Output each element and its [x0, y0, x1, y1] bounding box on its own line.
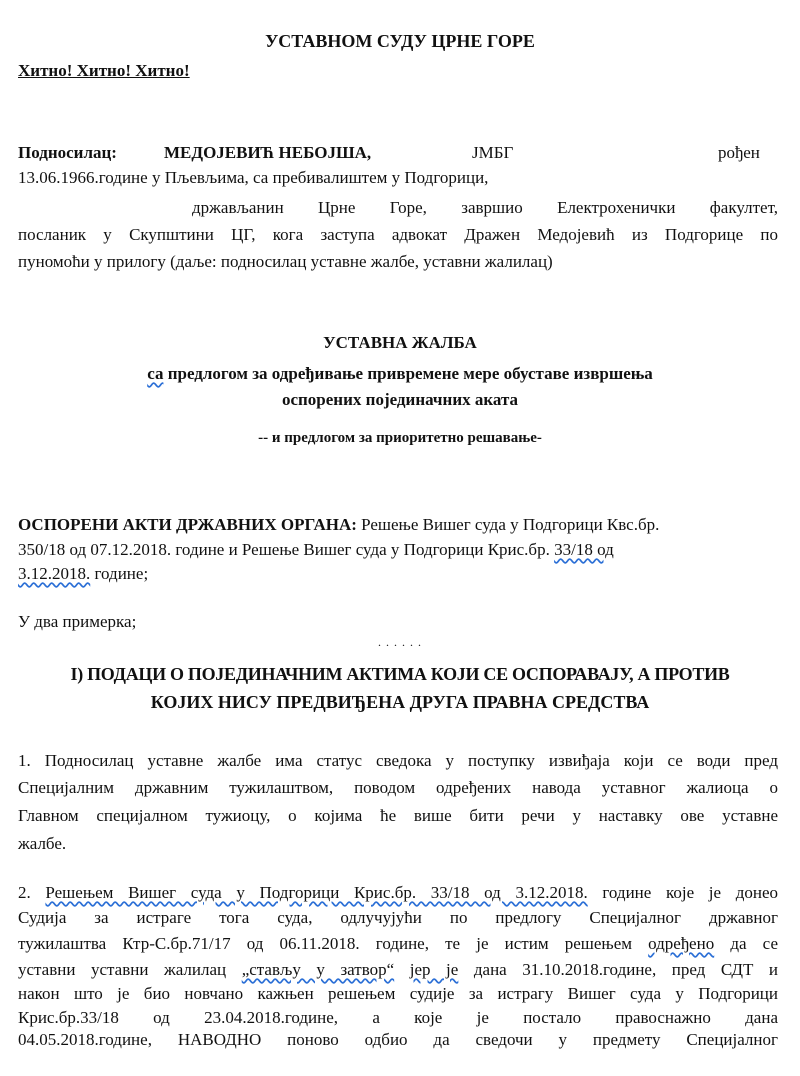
- paragraph-2-line-4: [18, 960, 778, 980]
- para2-quote: „стављу у затвор“: [241, 960, 395, 979]
- applicant-line-5: пуномоћи у прилогу (даље: подносилац уставне жалбе, уставни жалилац): [18, 252, 553, 271]
- applicant-line-4: посланик у Скупштини ЦГ, кога заступа адвокат Дражен Медојевић из Подгорице по: [18, 225, 778, 244]
- para2-text: [394, 960, 410, 979]
- paragraph-2-line-2: Судија за истраге тога суда, одлучујући по предлогу Специјалног државног: [18, 908, 778, 927]
- copies-note: У два примерка;: [18, 612, 137, 631]
- para2-text: 2.: [18, 883, 46, 902]
- section-1-heading-line-1: I) ПОДАЦИ О ПОЈЕДИНАЧНИМ АКТИМА КОЈИ СЕ ОСПОРАВАЈУ, А ПРОТИВ: [70, 664, 730, 684]
- para2-marked-word: одређено: [648, 934, 715, 953]
- para2-text: тужилаштва Ктр-С.бр.71/17 од 06.11.2018. године, те је истим решењем: [18, 934, 649, 953]
- contested-acts-line-3: [18, 564, 148, 584]
- contested-acts-text: године;: [90, 564, 149, 583]
- para2-marked-word: јер је: [409, 960, 459, 979]
- contested-acts-ref: 33/18 од: [554, 540, 614, 559]
- contested-acts-text: 350/18 од 07.12.2018. године и Решење Вишег суда у Подгорици Крис.бр.: [18, 540, 555, 559]
- applicant-label: Подносилац:: [18, 143, 117, 162]
- complaint-subtitle-1: [0, 364, 800, 384]
- contested-acts-line-2: [18, 540, 614, 560]
- para2-text: дана 31.10.2018.године, пред СДТ и: [458, 960, 778, 979]
- paragraph-2-line-1: [18, 883, 778, 903]
- applicant-born-label: рођен: [718, 143, 760, 162]
- applicant-line-2: 13.06.1966.године у Пљевљима, са пребивалиштем у Подгорици,: [18, 168, 489, 187]
- paragraph-2-line-7: 04.05.2018.године, НАВОДНО поново одбио да сведочи у предмету Специјалног: [18, 1030, 778, 1049]
- contested-acts-date: 3.12.2018.: [18, 564, 91, 583]
- contested-acts-label: ОСПОРЕНИ АКТИ ДРЖАВНИХ ОРГАНА:: [18, 515, 357, 534]
- applicant-jmbg-label: ЈМБГ: [472, 143, 514, 162]
- paragraph-2-line-6: Крис.бр.33/18 од 23.04.2018.године, а које је постало правоснажно дана: [18, 1008, 778, 1027]
- paragraph-2-line-5: након што је био новчано кажњен решењем судије за истрагу Вишег суда у Подгорици: [18, 984, 778, 1003]
- paragraph-1-line-4: жалбе.: [18, 834, 67, 853]
- para2-ruling-ref: Решењем Вишег суда у Подгорици Крис.бр. 33/18 од 3.12.2018.: [45, 883, 588, 902]
- complaint-subtitle-3: -- и предлогом за приоритетно решавање-: [258, 430, 542, 446]
- subtitle-prefix: са: [147, 364, 164, 383]
- para2-text: да се: [714, 934, 778, 953]
- applicant-line-3: држављанин Црне Горе, завршио Електрохенички факултет,: [192, 198, 778, 217]
- paragraph-1-line-2: Специјалним државним тужилаштвом, поводом одређених навода уставног жалиоца о: [18, 778, 778, 797]
- separator-dots: . . . . . .: [378, 635, 422, 649]
- complaint-title: УСТАВНА ЖАЛБА: [323, 333, 477, 352]
- contested-acts-text: Решење Вишег суда у Подгорици Квс.бр.: [356, 515, 660, 534]
- complaint-subtitle-2: оспорених појединачних аката: [281, 390, 519, 409]
- subtitle-rest: предлогом за одређивање привремене мере обуставе извршења: [163, 364, 653, 383]
- paragraph-1-line-3: Главном специјалном тужиоцу, о којима ће више бити речи у наставку ове уставне: [18, 806, 778, 825]
- applicant-line-1: [18, 143, 778, 163]
- applicant-name: МЕДОЈЕВИЋ НЕБОЈША,: [164, 143, 372, 162]
- section-1-heading-line-2: КОЈИХ НИСУ ПРЕДВИЂЕНА ДРУГА ПРАВНА СРЕДСТВА: [150, 692, 650, 712]
- para2-text: уставни уставни жалилац: [18, 960, 242, 979]
- paragraph-1-line-1: 1. Подносилац уставне жалбе има статус сведока у поступку извиђаја који се води пред: [18, 751, 778, 770]
- contested-acts-line-1: [18, 515, 659, 535]
- urgent-notice: Хитно! Хитно! Хитно!: [18, 61, 190, 80]
- paragraph-2-line-3: [18, 934, 778, 954]
- para2-text: године које је донео: [587, 883, 778, 902]
- addressee-heading: УСТАВНОМ СУДУ ЦРНЕ ГОРЕ: [265, 31, 535, 51]
